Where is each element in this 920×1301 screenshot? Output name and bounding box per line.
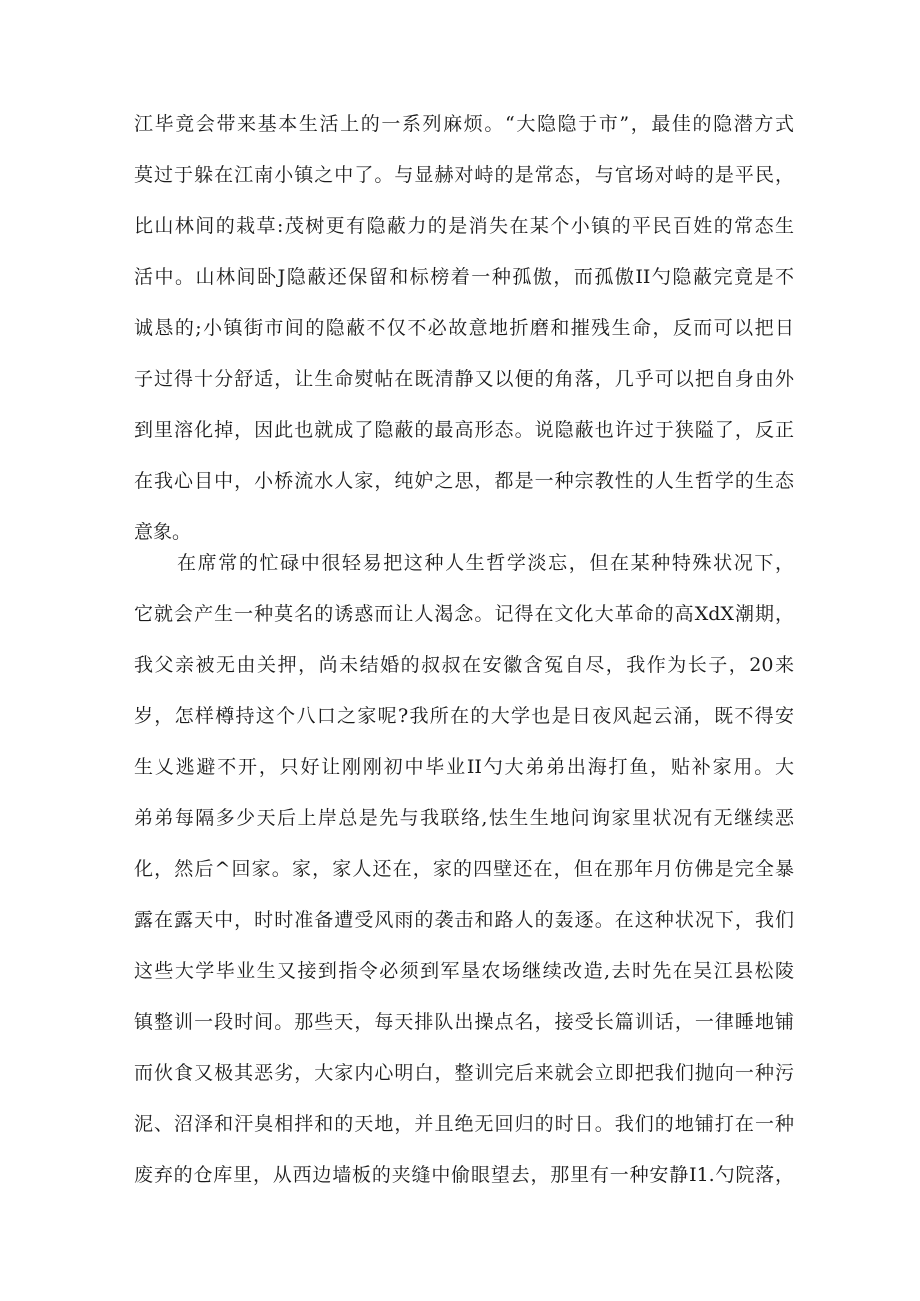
text-line: 比山林间的栽草:茂树更有隐蔽力的是消失在某个小镇的平民百姓的常态生 (134, 215, 794, 237)
paragraph-first-line: 在席常的忙碌中很轻易把这种人生哲学淡忘，但在某种特殊状况下， (177, 552, 794, 574)
text-line: 我父亲被无由关押，尚未结婚的叔叔在安徽含冤自尽，我作为长子，20来 (134, 654, 794, 676)
text-line: 化，然后^回家。家，家人还在，家的四壁还在，但在那年月仿佛是完全暴 (134, 858, 794, 880)
text-line: 而伙食又极其恶劣，大家内心明白，整训完后来就会立即把我们抛向一种污 (134, 1062, 794, 1084)
text-line: 子过得十分舒适，让生命熨帖在既清静又以便的角落，几乎可以把自身由外 (134, 368, 794, 390)
text-line: 意象。 (134, 521, 192, 543)
text-line: 这些大学毕业生又接到指令必须到军垦农场继续改造,去时先在吴江县松陵 (134, 960, 794, 982)
text-line: 诚恳的;小镇街市间的隐蔽不仅不必故意地折磨和摧残生命，反而可以把日 (134, 317, 794, 339)
text-line: 弟弟每隔多少天后上岸总是先与我联络,怯生生地问询家里状况有无继续恶 (134, 807, 794, 829)
text-line: 在我心目中，小桥流水人家，纯妒之思，都是一种宗教性的人生哲学的生态 (134, 470, 794, 492)
text-line: 活中。山林间卧J隐蔽还保留和标榜着一种孤傲，而孤傲II勺隐蔽完竟是不 (134, 266, 794, 288)
text-line: 它就会产生一种莫名的诱惑而让人渴念。记得在文化大革命的高XdX潮期， (134, 603, 794, 625)
text-line: 生乂逃避不开，只好让刚刚初中毕业II勺大弟弟出海打鱼，贴补家用。大 (134, 756, 794, 778)
text-line: 泥、沼泽和汗臭相拌和的天地，并且绝无回归的时日。我们的地铺打在一种 (134, 1113, 794, 1135)
text-line: 到里溶化掉，因此也就成了隐蔽的最高形态。说隐蔽也许过于狭隘了，反正 (134, 419, 794, 441)
text-line: 莫过于躲在江南小镇之中了。与显赫对峙的是常态，与官场对峙的是平民， (134, 164, 794, 186)
text-line: 江毕竟会带来基本生活上的一系列麻烦。“大隐隐于市”，最佳的隐潜方式 (134, 113, 794, 135)
text-line: 露在露天中，时时准备遭受风雨的袭击和路人的轰逐。在这种状况下，我们 (134, 909, 794, 931)
text-line: 废弃的仓库里，从西边墙板的夹缝中偷眼望去，那里有一种安静I1.勺院落， (134, 1164, 794, 1186)
text-line: 镇整训一段时间。那些天，每天排队出操点名，接受长篇训话，一律睡地铺 (134, 1011, 794, 1033)
text-line: 岁，怎样樽持这个八口之家呢?我所在的大学也是日夜风起云涌，既不得安 (134, 705, 794, 727)
